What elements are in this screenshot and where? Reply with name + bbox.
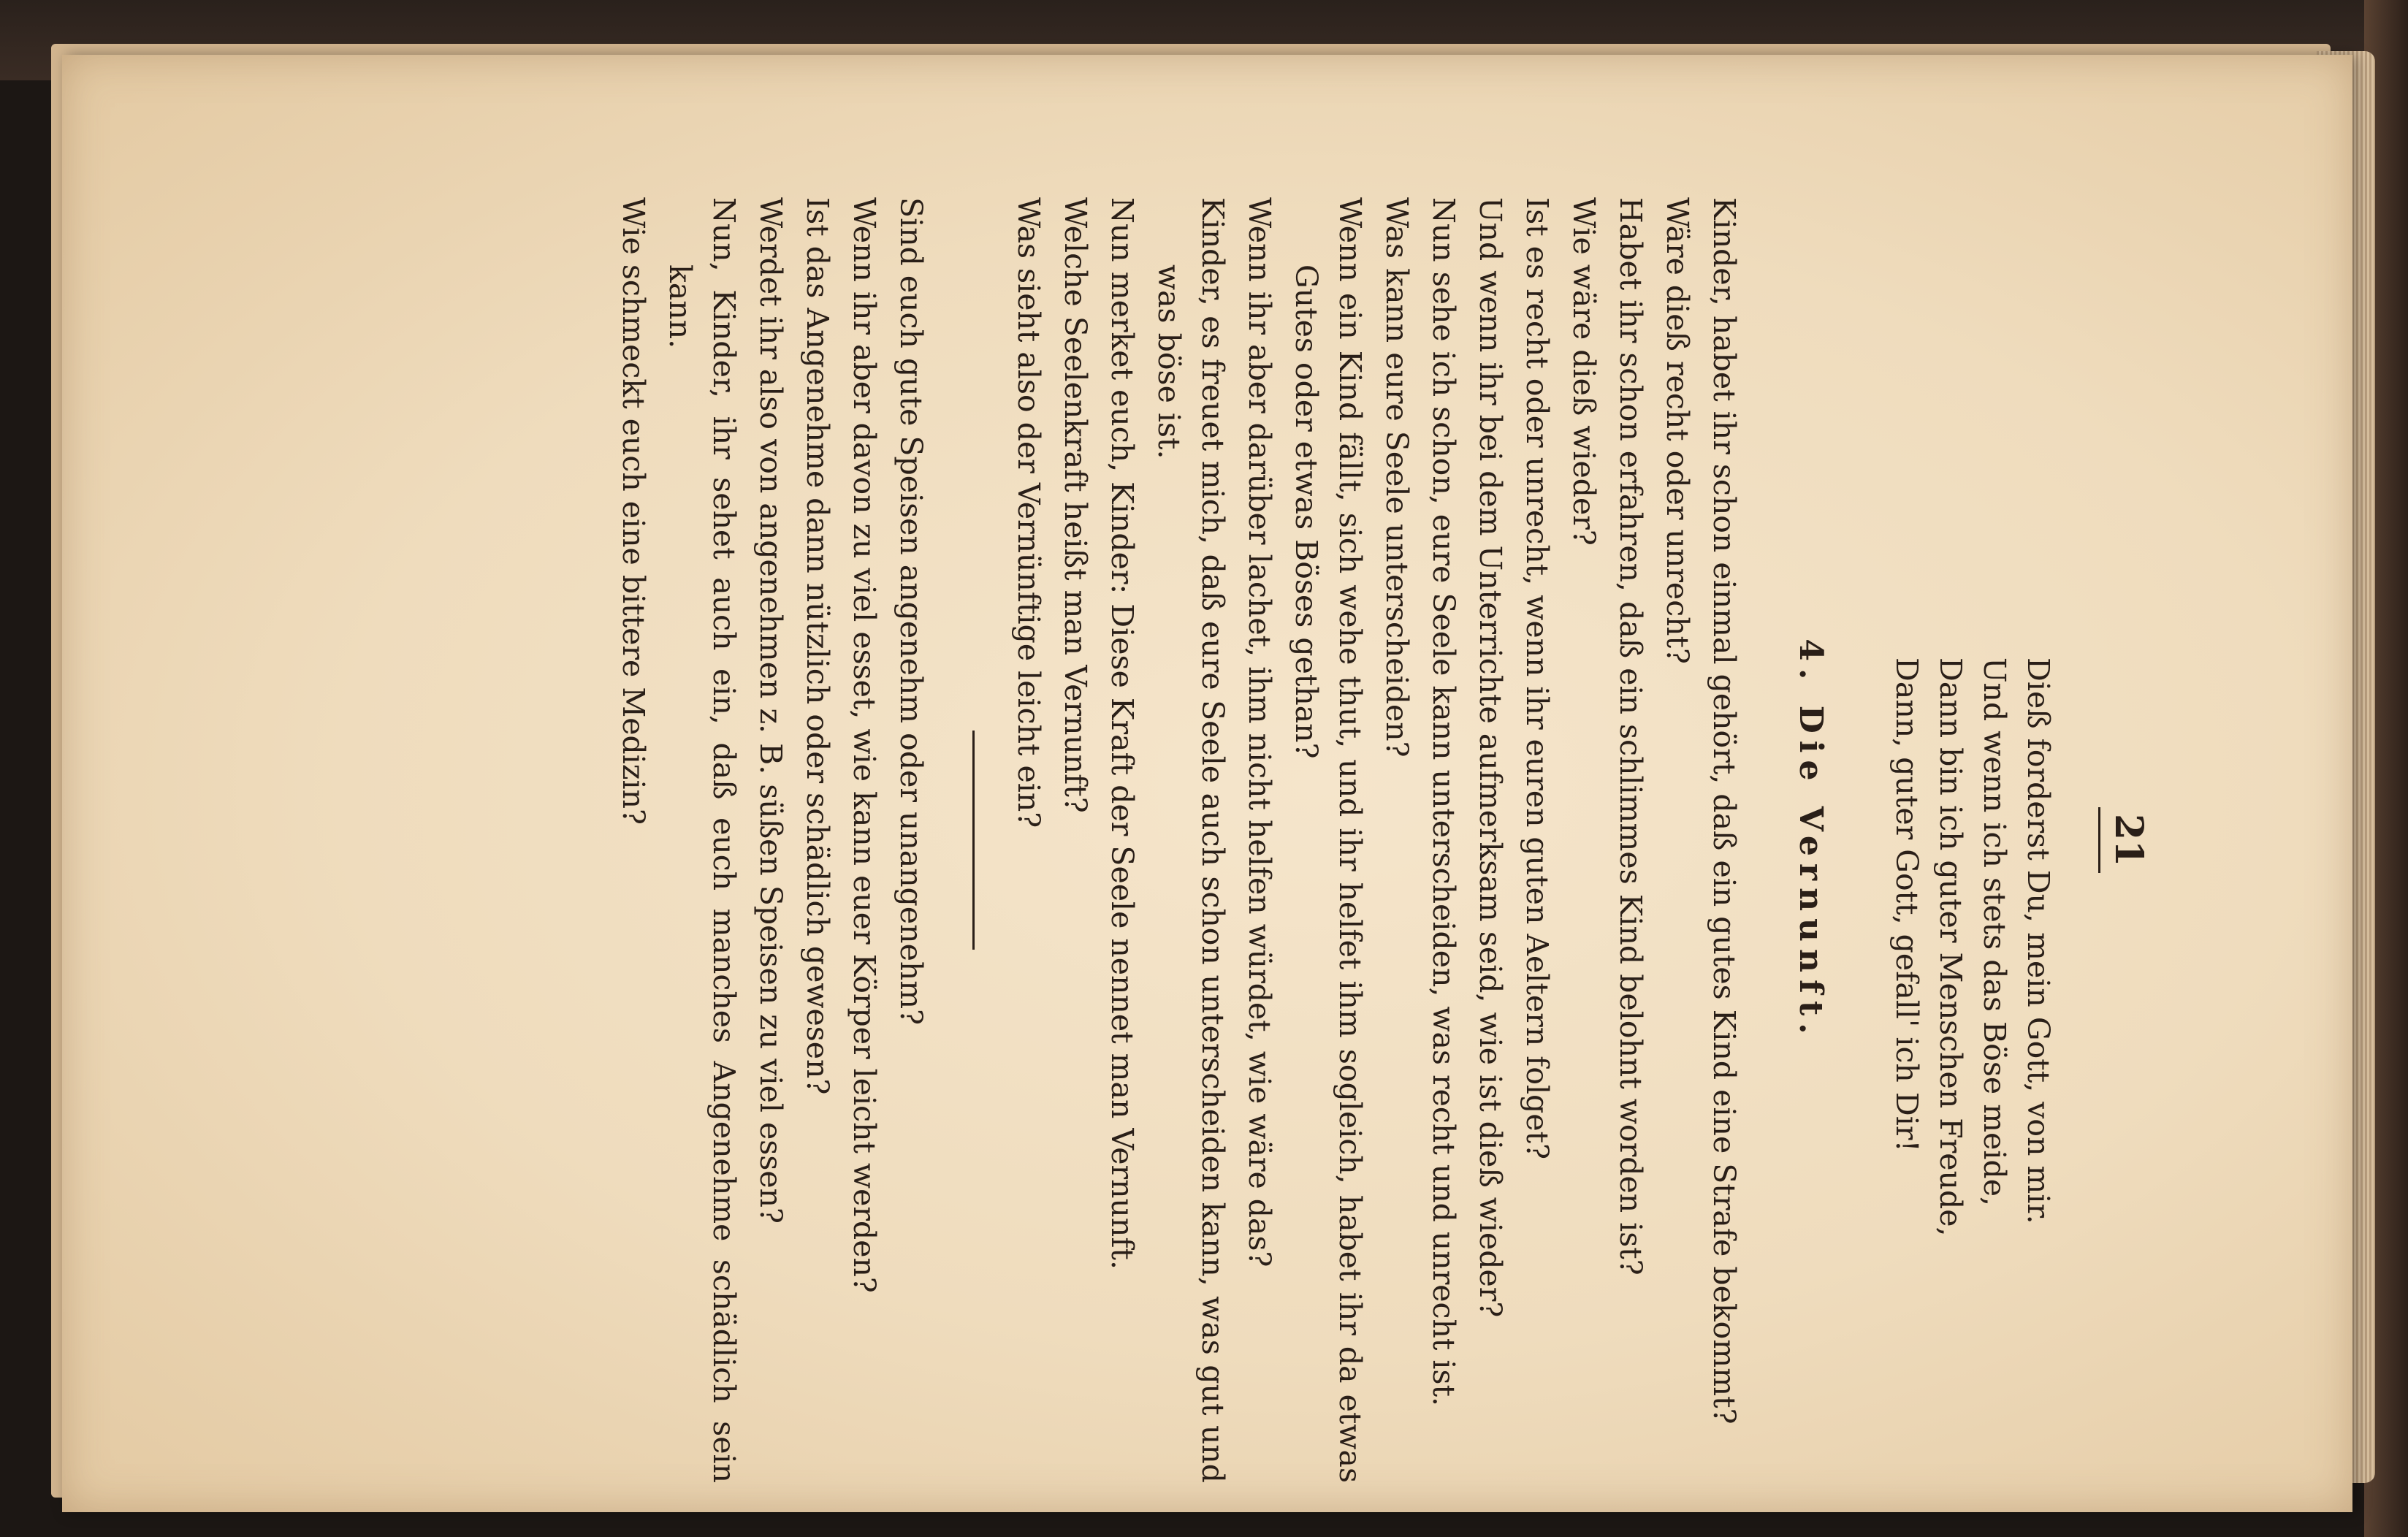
paragraph: Nun, Kinder, ihr sehet auch ein, daß euch manches Angenehme schädlich sein kann. (663, 197, 742, 1483)
paragraph: Wie schmeckt euch eine bittere Medizin? (616, 197, 651, 825)
page-number-rule (2098, 807, 2100, 873)
paragraph: Kinder, habet ihr schon einmal gehört, daß ein gutes Kind eine Strafe bekommt? (1707, 197, 1742, 1425)
verse (1885, 197, 2060, 1483)
verse-line: Dieß forderst Du, mein Gott, von mir. (2021, 657, 2056, 1224)
section-body (1007, 197, 1746, 1483)
after-divider-body (611, 197, 933, 1483)
page-paper (62, 55, 2352, 1512)
paragraph: Sind euch gute Speisen angenehm oder unangenehm? (894, 197, 929, 1026)
paragraph: Kinder, es freuet mich, daß eure Seele auch schon unterscheiden kann, was gut und was böse ist. (1151, 197, 1230, 1483)
paragraph: Ist das Angenehme dann nützlich oder schädlich gewesen? (800, 197, 835, 1095)
page-number: 21 (2106, 813, 2151, 867)
verse-line: Dann, guter Gott, gefall' ich Dir! (1889, 657, 1924, 1152)
section-divider (972, 731, 975, 950)
paragraph: Wenn ihr aber darüber lachet, ihm nicht helfen würdet, wie wäre das? (1242, 197, 1277, 1267)
paragraph: Nun merket euch, Kinder: Diese Kraft der Seele nennet man Vernunft. (1105, 197, 1140, 1270)
paragraph: Nun sehe ich schon, eure Seele kann unterscheiden, was recht und unrecht ist. (1426, 197, 1461, 1407)
paragraph: Habet ihr schon erfahren, daß ein schlimmes Kind belohnt worden ist? (1613, 197, 1648, 1275)
verse-line: Dann bin ich guter Menschen Freude, (1933, 657, 1968, 1237)
paragraph: Wenn ihr aber davon zu viel esset, wie kann euer Körper leicht werden? (847, 197, 882, 1293)
paragraph: Ist es recht oder unrecht, wenn ihr euren guten Aeltern folget? (1520, 197, 1555, 1160)
paragraph: Wäre dieß recht oder unrecht? (1660, 197, 1695, 665)
verse-line: Und wenn ich stets das Böse meide, (1977, 657, 2012, 1206)
section-title: 4. Die Vernunft. (1792, 638, 1829, 1042)
rotated-text-block (486, 197, 2152, 1483)
paragraph: Welche Seelenkraft heißt man Vernunft? (1058, 197, 1093, 813)
paragraph: Wie wäre dieß wieder? (1566, 197, 1601, 546)
paragraph: Werdet ihr also von angenehmen z. B. süßen Speisen zu viel essen? (753, 197, 788, 1224)
paragraph: Was kann eure Seele unterscheiden? (1379, 197, 1414, 758)
paragraph: Wenn ein Kind fällt, sich wehe thut, und ihr helfet ihm sogleich, habet ihr da etwas Gutes oder etwas Böses gethan? (1289, 197, 1368, 1483)
paragraph: Was sieht also der Vernünftige leicht ein? (1011, 197, 1046, 828)
paragraph: Und wenn ihr bei dem Unterrichte aufmerksam seid, wie ist dieß wieder? (1473, 197, 1508, 1318)
